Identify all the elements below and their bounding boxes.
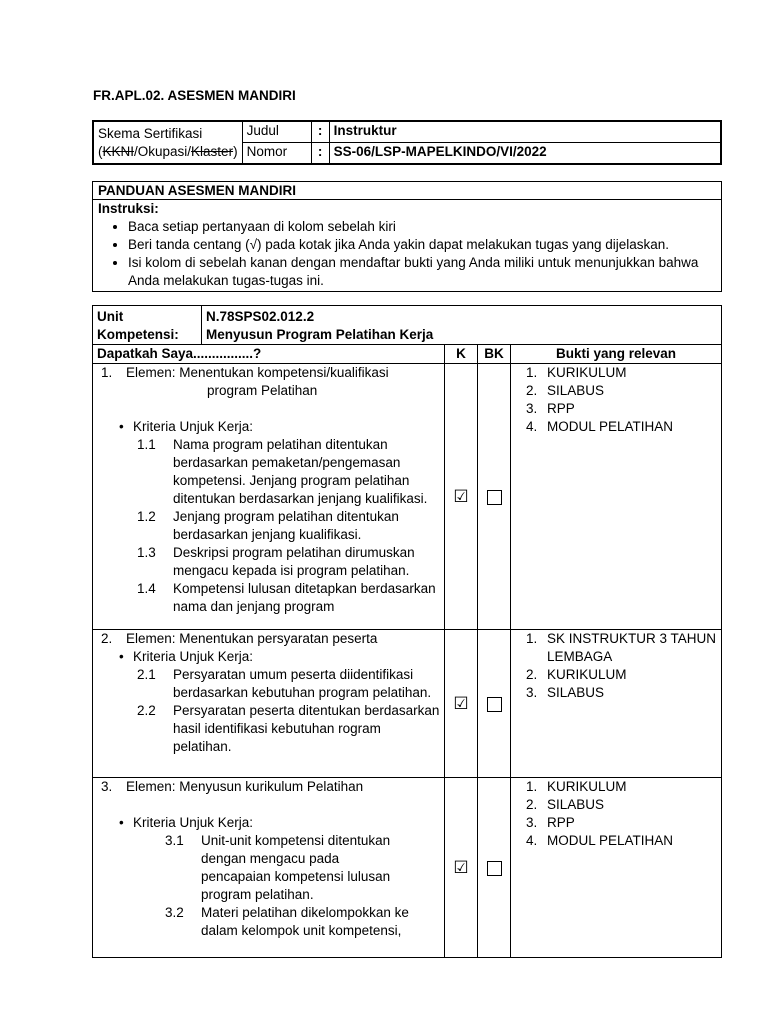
unit-label: Unit Kompetensi: — [93, 306, 202, 345]
skema-okupasi: /Okupasi/ — [134, 143, 192, 159]
empty-box-icon — [487, 697, 502, 712]
criteria-item: 3.2 Materi pelatihan dikelompokkan ke dalam kelompok unit kompetensi, — [165, 905, 409, 938]
col-k-header: K — [445, 345, 478, 364]
element-number: 2. — [101, 631, 113, 646]
judul-colon: : — [311, 121, 329, 143]
evidence-item: 2. SILABUS — [541, 796, 717, 814]
skema-type: (KKNI/Okupasi/Klaster) — [98, 143, 238, 159]
table-row — [93, 364, 722, 630]
info-table — [92, 120, 722, 165]
criteria-item: 1.2 Jenjang program pelatihan ditentukan berdasarkan jenjang kualifikasi. — [137, 509, 399, 542]
evidence-item: 4. MODUL PELATIHAN — [541, 832, 717, 850]
skema-suffix: ) — [233, 143, 238, 159]
checked-box-icon: ☑ — [453, 857, 469, 877]
bk-checkbox[interactable] — [478, 364, 511, 630]
evidence-item: 3. RPP — [541, 814, 717, 832]
table-row — [93, 630, 722, 778]
element-title: Elemen: Menentukan persyaratan peserta — [126, 631, 378, 646]
criteria-item: 1.4 Kompetensi lulusan ditetapkan berdasarkan nama dan jenjang program — [137, 581, 436, 614]
k-checkbox[interactable] — [445, 778, 478, 958]
kuk-label: Kriteria Unjuk Kerja: — [133, 419, 254, 434]
element-title-cont: program Pelatihan — [207, 383, 318, 398]
evidence-list — [515, 630, 717, 702]
bk-checkbox[interactable] — [478, 778, 511, 958]
evidence-item: 1. SK INSTRUKTUR 3 TAHUN LEMBAGA — [541, 630, 717, 666]
skema-klaster: Klaster — [191, 143, 234, 159]
empty-box-icon — [487, 490, 502, 505]
instruction-item: • Isi kolom di sebelah kanan dengan mendaftar bukti yang Anda miliki untuk menunjukkan bahwa Anda melakukan tugas-tugas ini. — [128, 254, 716, 290]
kuk-label: Kriteria Unjuk Kerja: — [133, 815, 254, 830]
element-cell: 1. Elemen: Menentukan kompetensi/kualifikasi program Pelatihan • Kriteria Unjuk Kerja: 1.1 Nama program pelatihan ditentukan berdasarkan pemaketan/pengemasan kompetensi. Jenjang program pelatihan ditentukan berdasarkan jenjang kualifikasi. 1.2 Jenjang program pelatihan ditentukan berdasarkan jenjang kualifikasi. 1.3 Deskripsi program pelatihan dirumuskan mengacu kepada isi program pelatihan. 1.4 Kompetensi lulusan ditetapkan berdasarkan nama dan jenjang program — [93, 364, 445, 630]
k-checkbox[interactable] — [445, 364, 478, 630]
col-question-header: Dapatkah Saya................? — [93, 345, 445, 364]
instruksi-label: Instruksi: — [98, 201, 159, 216]
unit-table — [92, 305, 722, 958]
element-number: 3. — [101, 779, 113, 794]
checked-box-icon: ☑ — [453, 693, 469, 713]
guide-box — [92, 181, 722, 292]
document-title: FR.APL.02. ASESMEN MANDIRI — [93, 88, 296, 103]
skema-kkni: KKNI — [102, 143, 135, 159]
evidence-item: 2. KURIKULUM — [541, 666, 717, 684]
element-cell: 3. Elemen: Menyusun kurikulum Pelatihan • Kriteria Unjuk Kerja: 3.1 Unit-unit kompetensi ditentukan dengan mengacu pada pencapaian kompetensi lulusan program pelatihan. 3.2 Materi pelatihan dikelompokkan ke dalam kelompok unit kompetensi, — [93, 778, 445, 958]
evidence-item: 3. SILABUS — [541, 684, 717, 702]
empty-box-icon — [487, 861, 502, 876]
evidence-item: 4. MODUL PELATIHAN — [541, 418, 717, 436]
unit-code: N.78SPS02.012.2 — [206, 309, 315, 324]
skema-label: Skema Sertifikasi — [98, 125, 203, 141]
instruction-list — [98, 218, 716, 290]
checked-box-icon: ☑ — [453, 486, 469, 506]
table-row — [93, 778, 722, 958]
criteria-item: 1.3 Deskripsi program pelatihan dirumuskan mengacu kepada isi program pelatihan. — [137, 545, 415, 578]
evidence-item: 3. RPP — [541, 400, 717, 418]
col-bk-header: BK — [478, 345, 511, 364]
skema-cell — [93, 121, 242, 164]
element-cell: 2. Elemen: Menentukan persyaratan peserta • Kriteria Unjuk Kerja: 2.1 Persyaratan umum peserta diidentifikasi berdasarkan kebutuhan program pelatihan. 2.2 Persyaratan peserta ditentukan berdasarkan hasil identifikasi kebutuhan rogram pelatihan. — [93, 630, 445, 778]
col-evidence-header: Bukti yang relevan — [511, 345, 722, 364]
nomor-colon: : — [311, 143, 329, 165]
judul-label: Judul — [242, 121, 311, 143]
guide-heading: PANDUAN ASESMEN MANDIRI — [93, 182, 721, 200]
evidence-cell — [511, 778, 722, 958]
evidence-list — [515, 778, 717, 850]
nomor-label: Nomor — [242, 143, 311, 165]
evidence-cell — [511, 630, 722, 778]
evidence-cell — [511, 364, 722, 630]
k-checkbox[interactable] — [445, 630, 478, 778]
unit-info — [202, 306, 722, 345]
evidence-item: 1. KURIKULUM — [541, 778, 717, 796]
criteria-item: 2.2 Persyaratan peserta ditentukan berdasarkan hasil identifikasi kebutuhan rogram pelatihan. — [137, 703, 440, 754]
instruction-item: • Beri tanda centang (√) pada kotak jika Anda yakin dapat melakukan tugas yang dijelaskan. — [128, 236, 716, 254]
unit-title: Menyusun Program Pelatihan Kerja — [206, 327, 434, 342]
evidence-item: 1. KURIKULUM — [541, 364, 717, 382]
judul-value: Instruktur — [329, 121, 721, 143]
criteria-item: 1.1 Nama program pelatihan ditentukan berdasarkan pemaketan/pengemasan kompetensi. Jenjang program pelatihan ditentukan berdasarkan jenjang kualifikasi. — [137, 437, 428, 506]
element-title: Elemen: Menyusun kurikulum Pelatihan — [126, 779, 364, 794]
element-number: 1. — [101, 365, 113, 380]
instruction-item: • Baca setiap pertanyaan di kolom sebelah kiri — [128, 218, 716, 236]
criteria-item: 3.1 Unit-unit kompetensi ditentukan dengan mengacu pada pencapaian kompetensi lulusan program pelatihan. — [165, 833, 391, 902]
evidence-list — [515, 364, 717, 436]
criteria-item: 2.1 Persyaratan umum peserta diidentifikasi berdasarkan kebutuhan program pelatihan. — [137, 667, 432, 700]
evidence-item: 2. SILABUS — [541, 382, 717, 400]
element-title: Elemen: Menentukan kompetensi/kualifikasi — [126, 365, 389, 380]
nomor-value: SS-06/LSP-MAPELKINDO/VI/2022 — [329, 143, 721, 165]
kuk-label: Kriteria Unjuk Kerja: — [133, 649, 254, 664]
bk-checkbox[interactable] — [478, 630, 511, 778]
